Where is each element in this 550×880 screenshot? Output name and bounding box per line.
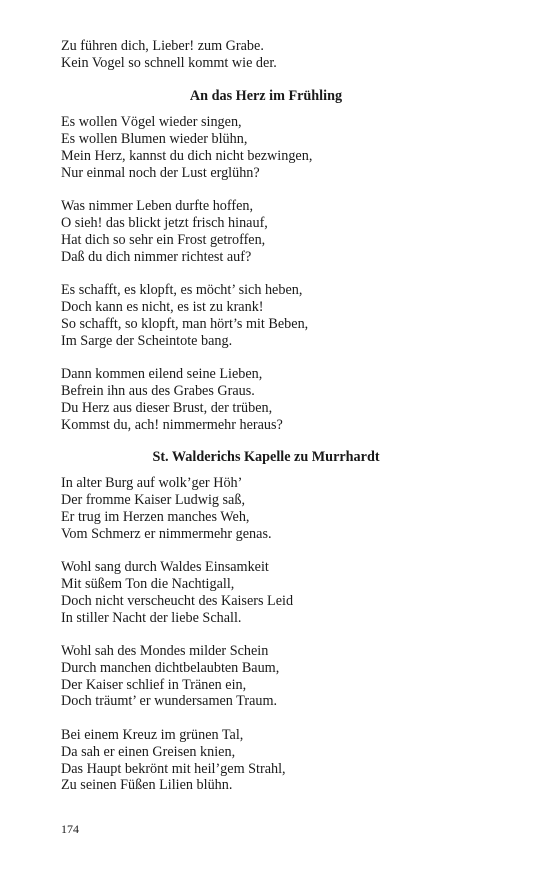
poem-line: Mit süßem Ton die Nachtigall, — [61, 575, 235, 592]
stanza — [61, 282, 471, 349]
stanza — [61, 475, 471, 542]
poem-line: Daß du dich nimmer richtest auf? — [61, 248, 252, 265]
poem-st-walderichs-kapelle — [61, 449, 471, 794]
poem-line: Doch kann es nicht, es ist zu krank! — [61, 298, 264, 315]
poem-line: So schafft, so klopft, man hört’s mit Beben, — [61, 315, 309, 332]
poem-line: Da sah er einen Greisen knien, — [61, 743, 236, 760]
poem-title: St. Walderichs Kapelle zu Murrhardt — [152, 449, 380, 466]
poem-line: Durch manchen dichtbelaubten Baum, — [61, 659, 280, 676]
stanza — [61, 643, 471, 710]
poem-line: Dann kommen eilend seine Lieben, — [61, 366, 263, 383]
poem-line: O sieh! das blickt jetzt frisch hinauf, — [61, 214, 268, 231]
poem-line: Doch nicht verscheucht des Kaisers Leid — [61, 592, 294, 609]
poem-line: Es wollen Blumen wieder blühn, — [61, 130, 248, 147]
poem-line: In alter Burg auf wolk’ger Höh’ — [61, 475, 243, 492]
poem-line: Du Herz aus dieser Brust, der trüben, — [61, 399, 273, 416]
page-body — [61, 38, 471, 810]
poem-line: Der Kaiser schlief in Tränen ein, — [61, 676, 247, 693]
poem-line: Kein Vogel so schnell kommt wie der. — [61, 54, 277, 71]
poem-line: Der fromme Kaiser Ludwig saß, — [61, 491, 245, 508]
poem-title: An das Herz im Frühling — [189, 88, 343, 105]
poem-line: Das Haupt bekrönt mit heil’gem Strahl, — [61, 760, 286, 777]
poem-line: Doch träumt’ er wundersamen Traum. — [61, 693, 278, 710]
poem-line: Es schafft, es klopft, es möcht’ sich heben, — [61, 282, 303, 299]
poem-line: Bei einem Kreuz im grünen Tal, — [61, 727, 244, 744]
page-number: 174 — [61, 822, 79, 836]
poem-an-das-herz — [61, 88, 471, 433]
poem-line: Hat dich so sehr ein Frost getroffen, — [61, 231, 266, 248]
poem-line: Im Sarge der Scheintote bang. — [61, 332, 233, 349]
fragment-stanza — [61, 38, 471, 72]
stanza — [61, 366, 471, 433]
stanza — [61, 559, 471, 626]
poem-line: Was nimmer Leben durfte hoffen, — [61, 198, 254, 215]
poem-line: Vom Schmerz er nimmermehr genas. — [61, 525, 272, 542]
poem-line: Wohl sah des Mondes milder Schein — [61, 643, 269, 660]
poem-line: Nur einmal noch der Lust erglühn? — [61, 164, 260, 181]
poem-line: Kommst du, ach! nimmermehr heraus? — [61, 416, 283, 433]
poem-line: Zu seinen Füßen Lilien blühn. — [61, 777, 233, 794]
poem-line: Er trug im Herzen manches Weh, — [61, 508, 250, 525]
poem-line: Es wollen Vögel wieder singen, — [61, 114, 242, 131]
poem-line: Zu führen dich, Lieber! zum Grabe. — [61, 38, 264, 54]
stanza — [61, 114, 471, 181]
stanza — [61, 727, 471, 794]
poem-line: Mein Herz, kannst du dich nicht bezwingen, — [61, 147, 313, 164]
poem-line: In stiller Nacht der liebe Schall. — [61, 609, 242, 626]
poem-line: Wohl sang durch Waldes Einsamkeit — [61, 559, 269, 576]
poem-line: Befrein ihn aus des Grabes Graus. — [61, 382, 255, 399]
stanza — [61, 198, 471, 265]
